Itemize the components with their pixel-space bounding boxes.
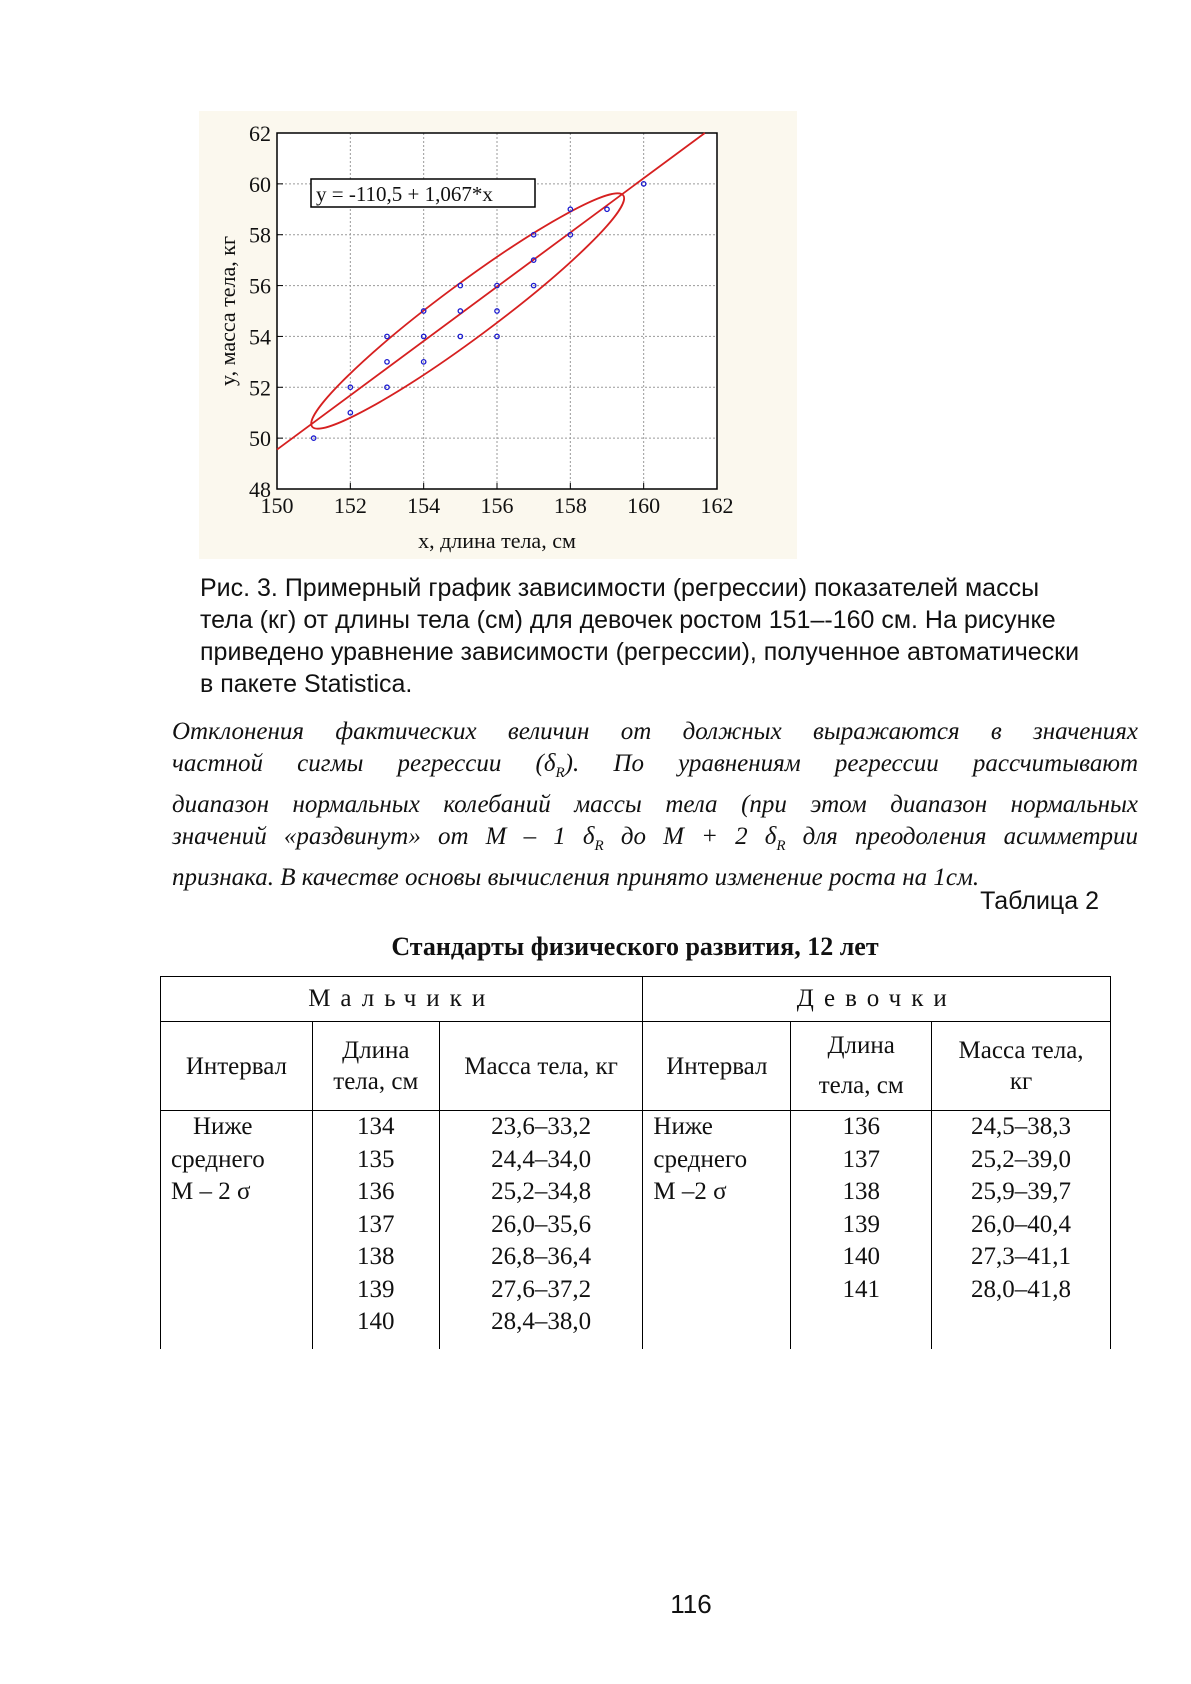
table-title: Стандарты физического развития, 12 лет xyxy=(391,932,879,961)
paragraph-line: диапазон нормальных колебаний массы тела (при этом диапазон нормальных xyxy=(172,791,1138,818)
girls-interval-line: среднего xyxy=(653,1145,748,1173)
boys-interval-line: М – 2 σ xyxy=(171,1178,251,1205)
girls-mass-cell xyxy=(932,1111,1111,1350)
x-tick-label: 158 xyxy=(553,493,587,518)
x-tick-label: 154 xyxy=(407,493,441,518)
y-tick-label: 52 xyxy=(249,375,271,401)
girls-interval-cell xyxy=(643,1111,791,1350)
x-axis-label: x, длина тела, см xyxy=(418,528,576,553)
table-cell: 138 xyxy=(357,1243,395,1270)
y-tick-label: 58 xyxy=(249,222,271,248)
caption-line: тела (кг) от длины тела (см) для девочек ростом 151–-160 см. На рисунке xyxy=(200,606,1056,634)
paragraph-line: частной сигмы регрессии $(\delta_R)$. По уравнениям регрессии рассчитывают xyxy=(172,750,1138,781)
table-cell: 139 xyxy=(357,1275,395,1303)
table-cell: 139 xyxy=(842,1210,880,1238)
table-cell: 27,3–41,1 xyxy=(971,1243,1072,1270)
col-length-girls xyxy=(791,1022,932,1111)
chart-svg xyxy=(199,111,797,559)
y-tick-label: 50 xyxy=(249,426,271,452)
girls-header: Девочки xyxy=(643,977,1111,1022)
paragraph-line: значений «раздвинут» от М – 1 $\delta_R$ до М + 2 $\delta_R$ для преодоления асимметрии xyxy=(172,823,1138,854)
paragraph-line: признака. В качестве основы вычисления принято изменение роста на 1см. xyxy=(172,864,980,891)
table-cell: 28,0–41,8 xyxy=(971,1275,1072,1303)
y-tick-label: 56 xyxy=(249,273,271,299)
col-length-boys-l2: тела, см xyxy=(333,1068,419,1095)
col-length-boys xyxy=(312,1022,439,1111)
y-tick-label: 54 xyxy=(249,324,271,350)
table-cell: 134 xyxy=(357,1113,395,1140)
col-length-girls-l2: тела, см xyxy=(818,1072,904,1099)
table-cell: 25,2–34,8 xyxy=(491,1178,592,1205)
table-number: Таблица 2 xyxy=(980,887,1099,915)
boys-interval-line: Ниже xyxy=(193,1113,253,1140)
table-cell: 136 xyxy=(842,1113,880,1140)
y-tick-label: 62 xyxy=(249,121,271,146)
table-cell: 26,8–36,4 xyxy=(491,1243,592,1270)
col-interval-boys: Интервал xyxy=(161,1022,313,1111)
paragraph-line: Отклонения фактических величин от должных выражаются в значениях xyxy=(172,718,1138,745)
table-cell: 24,5–38,3 xyxy=(971,1113,1072,1140)
boys-interval-cell xyxy=(161,1111,313,1350)
boys-length-cell xyxy=(312,1111,439,1350)
y-tick-label: 60 xyxy=(249,171,271,197)
table-cell: 25,9–39,7 xyxy=(971,1178,1072,1205)
table-cell: 137 xyxy=(357,1210,395,1238)
caption-line: приведено уравнение зависимости (регрессии), полученное автоматически xyxy=(200,638,1080,666)
table-cell: 26,0–40,4 xyxy=(971,1210,1072,1238)
equation-text: y = -110,5 + 1,067*x xyxy=(316,182,493,206)
italic-paragraph xyxy=(172,716,1138,894)
x-tick-label: 160 xyxy=(627,493,661,518)
col-mass-girls-l1: Масса тела, xyxy=(958,1037,1084,1064)
regression-chart xyxy=(199,111,797,559)
col-interval-girls: Интервал xyxy=(643,1022,791,1111)
col-length-boys-l1: Длина xyxy=(342,1037,410,1064)
table-cell: 26,0–35,6 xyxy=(491,1210,592,1238)
table-cell: 140 xyxy=(357,1308,395,1335)
table-cell: 28,4–38,0 xyxy=(491,1308,592,1335)
boys-header: Мальчики xyxy=(161,977,643,1022)
figure-caption xyxy=(200,572,1100,700)
x-tick-label: 156 xyxy=(480,493,514,518)
col-mass-girls xyxy=(932,1022,1111,1111)
x-tick-label: 150 xyxy=(260,493,294,518)
caption-line: в пакете Statistica. xyxy=(200,670,413,698)
table-cell: 25,2–39,0 xyxy=(971,1145,1072,1173)
col-mass-boys: Масса тела, кг xyxy=(439,1022,643,1111)
table-cell: 135 xyxy=(357,1145,395,1173)
table-cell: 23,6–33,2 xyxy=(491,1113,592,1140)
girls-length-cell xyxy=(791,1111,932,1350)
x-tick-label: 162 xyxy=(700,493,734,518)
table-cell: 140 xyxy=(842,1243,880,1270)
table-cell: 136 xyxy=(357,1178,395,1205)
page-number: 116 xyxy=(670,1589,712,1619)
y-axis-label: y, масса тела, кг xyxy=(215,235,240,387)
y-tick-label: 48 xyxy=(249,477,271,502)
table-cell: 138 xyxy=(842,1178,880,1205)
girls-interval-line: М –2 σ xyxy=(653,1178,727,1205)
boys-interval-line: среднего xyxy=(171,1145,265,1173)
table-cell: 24,4–34,0 xyxy=(491,1145,592,1173)
table-cell: 27,6–37,2 xyxy=(491,1275,592,1303)
caption-line: Рис. 3. Примерный график зависимости (регрессии) показателей массы xyxy=(200,574,1040,602)
boys-mass-cell xyxy=(439,1111,643,1350)
x-tick-label: 152 xyxy=(333,493,367,518)
col-mass-girls-l2: кг xyxy=(1009,1068,1033,1095)
table-cell: 137 xyxy=(842,1145,880,1173)
table-cell: 141 xyxy=(842,1275,880,1303)
col-length-girls-l1: Длина xyxy=(827,1032,895,1059)
standards-table xyxy=(160,976,1111,1349)
girls-interval-line: Ниже xyxy=(653,1113,713,1140)
